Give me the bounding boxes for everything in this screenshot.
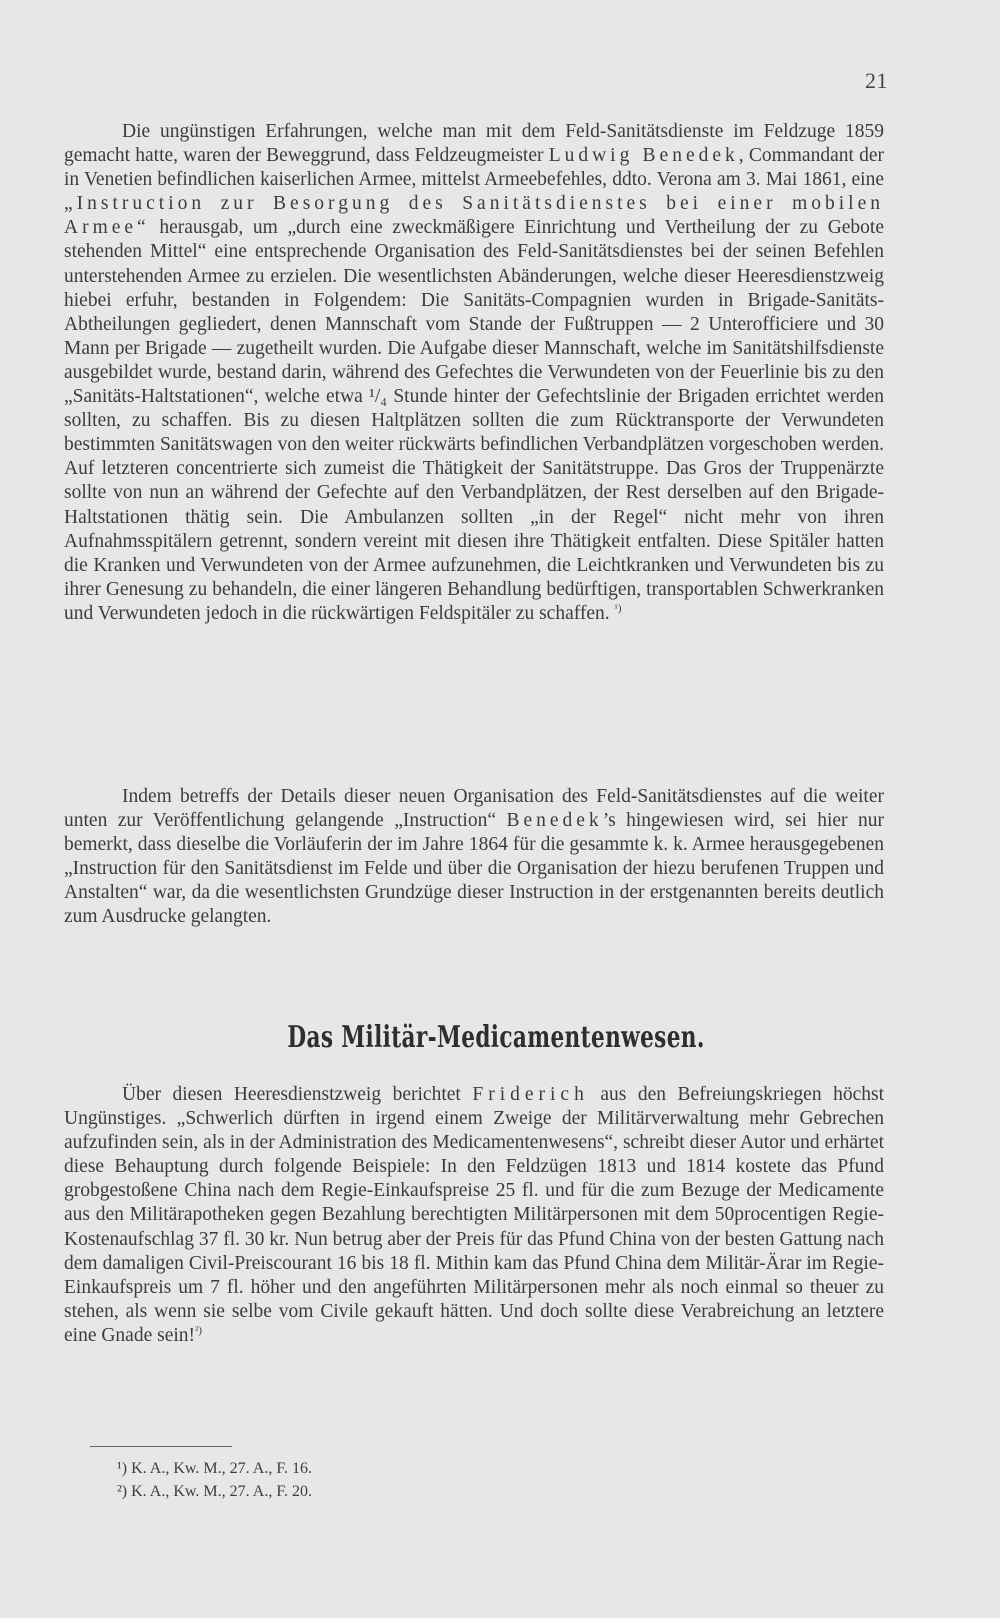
page-number: 21: [865, 68, 888, 93]
paragraph-sanitaetsdienst: [64, 120, 884, 626]
footnote-marker: ¹): [117, 1460, 128, 1477]
paragraph-text: [64, 1083, 884, 1348]
text-run: aus den Befreiungskriegen höchst Ungünstiges. „Schwerlich dürften in irgend einem Zweige der Militärverwaltung mehr Gebrechen aufzufinden sein, als in der Administration des Medicamentenwesens“, schreibt dieser Autor und erhärtet diese Behauptung durch folgende Beispiele: In den Feldzügen 1813 und 1814 kostete das Pfund grobgestoßene China nach dem Regie-Einkaufspreise 25 fl. und für die zum Bezuge der Medicamente aus den Militärapotheken gegen Bezahlung berechtigten Militärpersonen mit dem 50procentigen Regie-Kostenaufschlag 37 fl. 30 kr. Nun betrug aber der Preis für das Pfund China von der besten Gattung nach dem damaligen Civil-Preiscourant 16 bis 18 fl. Mithin kam das Pfund China dem Militär-Ärar im Regie-Einkaufspreis um 7 fl. höher und den angeführten Militärpersonen mehr als noch einmal so theuer zu stehen, als wenn sie selbe vom Civile gekauft hätten. Und doch sollte diese Verabreichung an letztere eine Gnade sein!: [64, 1084, 885, 1346]
footnote-marker: ²): [117, 1483, 128, 1500]
text-run: , Commandant der in Venetien befindlichen kaiserlichen Armee, mittelst Armeebefehles, ddto. Verona am 3. Mai 1861, eine: [64, 145, 884, 191]
text-run: herausgab, um „durch eine zweckmäßigere Einrichtung und Vertheilung der zu Gebote stehenden Mittel“ eine entsprechende Organisation des Feld-Sanitätsdienstes bei der seinen Befehlen unterstehenden Armee zu erzielen. Die wesentlichsten Abänderungen, welche dieser Heeresdienstzweig hiebei erfuhr, bestanden in Folgendem: Die Sanitäts-Compagnien wurden in Brigade-Sanitäts-Abtheilungen gegliedert, denen Mannschaft vom Stande der Fußtruppen — 2 Unterofficiere und 30 Mann per Brigade — zugetheilt wurden. Die Aufgabe dieser Mannschaft, welche im Sanitätshilfsdienste ausgebildet wurde, bestand darin, während des Gefechtes die Verwundeten von der Feuerlinie bis zu den „Sanitäts-Haltstationen“, welche etwa ¹/₄ Stunde hinter der Gefechtslinie der Brigaden errichtet werden sollten, zu schaffen. Bis zu diesen Haltplätzen sollten die zum Rücktransporte der Verwundeten bestimmten Sanitätswagen von den weiter rückwärts befindlichen Verbandplätzen vorgeschoben werden. Auf letzteren concentrierte sich zumeist die Thätigkeit der Sanitätstruppe. Das Gros der Truppenärzte sollte von nun an während der Gefechte auf den Verbandplätzen, der Rest derselben auf den Brigade-Haltstationen thätig sein. Die Ambulanzen sollten „in der Regel“ nicht mehr von ihren Aufnahmsspitälern getrennt, sondern vereint mit diesen ihre Thätigkeit entfalten. Diese Spitäler hatten die Kranken und Verwundeten von der Armee aufzunehmen, die Leichtkranken und Verwundeten bis zu ihrer Genesung zu behandeln, die einer längeren Behandlung bedürftigen, transportablen Schwerkranken und Verwundeten jedoch in die rückwärtigen Feldspitäler zu schaffen.: [64, 217, 884, 624]
text-run: ’s hingewiesen wird, sei hier nur bemerkt, dass dieselbe die Vorläuferin der im Jahre 1864 für die gesammte k. k. Armee herausgegebenen „Instruction für den Sanitätsdienst im Felde und über die Organisation der hiezu berufenen Truppen und Anstalten“ war, da die wesentlichsten Grundzüge dieser Instruction in der erstgenannten bereits deutlich zum Ausdrucke gelangten.: [64, 810, 884, 928]
footnote-reference: ¹): [614, 602, 622, 615]
footnote-divider: [90, 1446, 232, 1447]
text-run: Über diesen Heeresdienstzweig berichtet: [122, 1084, 473, 1105]
person-name: Ludwig Benedek: [548, 145, 739, 167]
footnote-1: [117, 1457, 312, 1480]
section-heading: Das Militär-Medicamentenwesen.: [287, 1020, 705, 1055]
footnotes: [117, 1457, 312, 1503]
footnote-text: K. A., Kw. M., 27. A., F. 16.: [131, 1460, 312, 1477]
paragraph-text: [64, 120, 884, 626]
footnote-2: [117, 1480, 312, 1503]
paragraph-medicamentenwesen: [64, 1083, 884, 1348]
footnote-text: K. A., Kw. M., 27. A., F. 20.: [131, 1483, 312, 1500]
person-name: Friderich: [472, 1084, 589, 1105]
paragraph-text: [64, 785, 884, 930]
paragraph-instruction: [64, 785, 884, 930]
text-run: Die ungünstigen Erfahrungen, welche man mit dem Feld-Sanitätsdienste im Feldzuge 1859 gemacht hatte, waren der Beweggrund, dass Feldzeugmeister: [64, 121, 884, 167]
footnote-reference: ²): [195, 1324, 202, 1337]
text-run: Indem betreffs der Details dieser neuen Organisation des Feld-Sanitätsdienstes auf die weiter unten zur Veröffentlichung gelangende „Instruction“: [64, 786, 884, 832]
instruction-title: „Instruction zur Besorgung des Sanitätsdienstes bei einer mobilen Armee“: [64, 193, 884, 239]
person-name: Benedek: [506, 810, 603, 832]
